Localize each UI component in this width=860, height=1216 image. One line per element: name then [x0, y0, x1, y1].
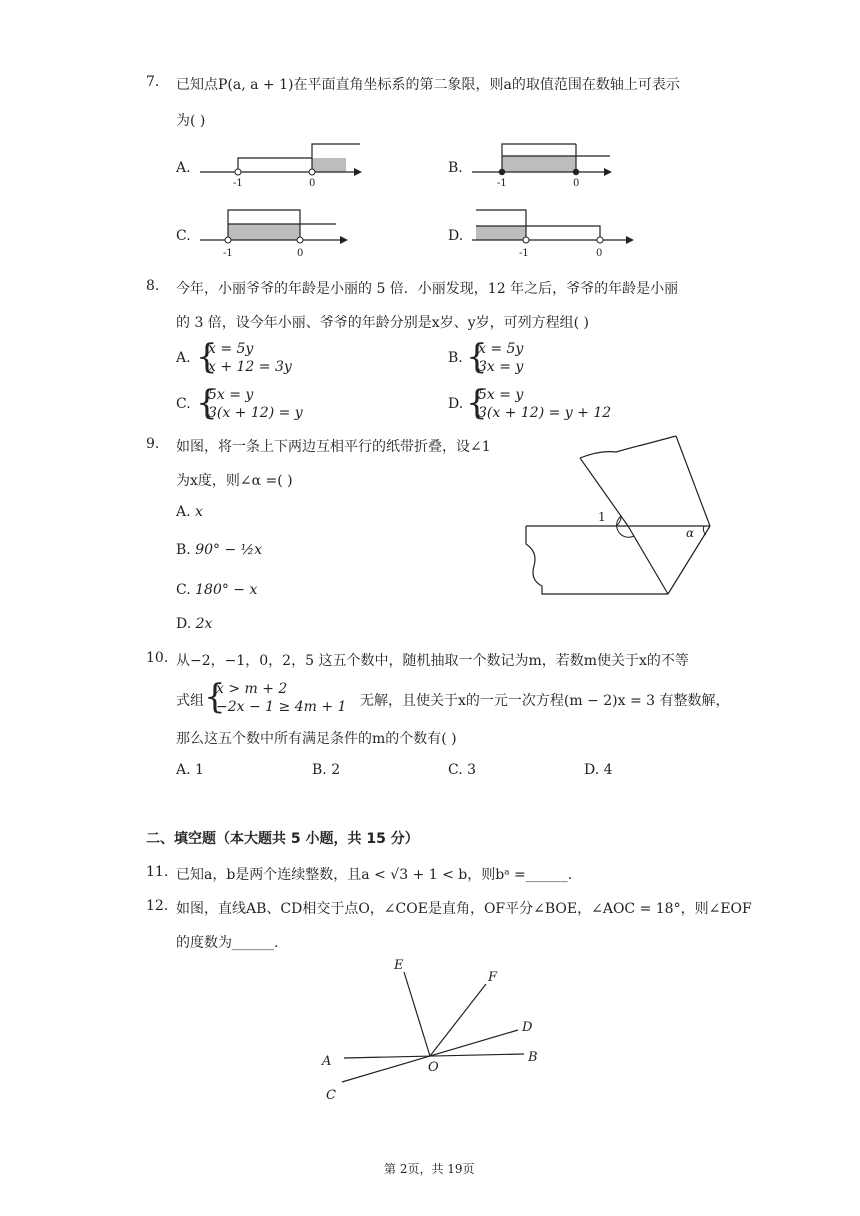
q7-b-tick-0: 0 [573, 178, 580, 189]
q10-stem-line3: 那么这五个数中所有满足条件的m的个数有( ) [176, 731, 457, 747]
q7-option-d-numberline [472, 206, 642, 258]
q8-option-d-label: D. [448, 396, 464, 412]
q8-b-eq1: x = 5y [478, 341, 524, 357]
q8-c-eq2: 3(x + 12) = y [208, 405, 303, 421]
q10-ineq2: −2x − 1 ≥ 4m + 1 [216, 699, 347, 715]
q10-number: 10. [146, 650, 169, 666]
q10-option-d: D. 4 [584, 762, 613, 778]
q7-stem-line2: 为( ) [176, 113, 206, 129]
q12-label-e: E [394, 958, 404, 973]
q10-stem-line1: 从−2，−1，0，2，5 这五个数中，随机抽取一个数记为m，若数m使关于x的不等 [176, 653, 689, 669]
q7-option-a-numberline [200, 140, 370, 192]
q12-stem-line1: 如图，直线AB、CD相交于点O，∠COE是直角，OF平分∠BOE，∠AOC = 18°，则∠EOF [176, 901, 752, 917]
q12-label-b: B [528, 1050, 538, 1065]
q8-option-c-label: C. [176, 396, 191, 412]
brace-icon: { [196, 383, 218, 423]
q7-option-b-label: B. [448, 160, 463, 176]
q9-option-a: A. x [176, 504, 203, 520]
q7-a-tick-0: 0 [309, 178, 316, 189]
q8-b-eq2: 3x = y [478, 359, 524, 375]
q10-option-b: B. 2 [312, 762, 341, 778]
q7-number: 7. [146, 74, 160, 90]
q7-option-a-label: A. [176, 160, 191, 176]
section-heading: 二、填空题（本大题共 5 小题，共 15 分） [146, 831, 419, 847]
q12-label-c: C [326, 1088, 336, 1103]
brace-icon: { [466, 337, 488, 377]
q8-stem-line2: 的 3 倍，设今年小丽、爷爷的年龄分别是x岁、y岁，可列方程组( ) [176, 315, 589, 331]
q8-d-eq2: 3(x + 12) = y + 12 [478, 405, 612, 421]
q7-a-tick-neg1: -1 [233, 178, 243, 189]
q8-d-eq1: 5x = y [478, 387, 524, 403]
q8-option-b-label: B. [448, 350, 463, 366]
q7-b-tick-neg1: -1 [497, 178, 507, 189]
q10-option-a: A. 1 [176, 762, 204, 778]
q9-folded-strip-figure [520, 434, 720, 602]
q9-option-b: B. 90° − ½x [176, 542, 263, 558]
q9-number: 9. [146, 436, 160, 452]
q7-option-c-label: C. [176, 228, 191, 244]
brace-icon: { [204, 677, 226, 717]
q9-option-c: C. 180° − x [176, 582, 258, 598]
page-footer: 第 2页，共 19页 [384, 1162, 475, 1176]
q8-a-eq1: x = 5y [208, 341, 254, 357]
q9-option-d: D. 2x [176, 616, 213, 632]
q12-label-f: F [488, 970, 498, 985]
q8-stem-line1: 今年，小丽爷爷的年龄是小丽的 5 倍．小丽发现，12 年之后，爷爷的年龄是小丽 [176, 281, 679, 297]
q12-label-o: O [428, 1060, 439, 1075]
q12-label-d: D [522, 1020, 533, 1035]
q7-stem-line1: 已知点P(a, a + 1)在平面直角坐标系的第二象限，则a的取值范围在数轴上可表示 [176, 77, 680, 93]
q7-c-tick-0: 0 [297, 248, 304, 259]
q10-option-c: C. 3 [448, 762, 477, 778]
brace-icon: { [196, 337, 218, 377]
q8-number: 8. [146, 278, 160, 294]
q7-c-tick-neg1: -1 [223, 248, 233, 259]
q8-c-eq1: 5x = y [208, 387, 254, 403]
q9-angle1-label: 1 [598, 510, 606, 524]
q11-number: 11. [146, 864, 169, 880]
q10-ineq1: x > m + 2 [216, 681, 288, 697]
q8-a-eq2: x + 12 = 3y [208, 359, 292, 375]
q11-text: 已知a，b是两个连续整数，且a < √3 + 1 < b，则bᵃ =______. [176, 867, 573, 883]
q10-stem-line2-pre: 式组 [176, 693, 204, 709]
q9-stem-line1: 如图，将一条上下两边互相平行的纸带折叠，设∠1 [176, 439, 491, 455]
q12-label-a: A [322, 1054, 332, 1069]
q12-stem-line2: 的度数为______. [176, 935, 279, 951]
q12-number: 12. [146, 898, 169, 914]
q7-d-tick-neg1: -1 [519, 248, 529, 259]
brace-icon: { [466, 383, 488, 423]
q7-d-tick-0: 0 [596, 248, 603, 259]
q8-option-a-label: A. [176, 350, 191, 366]
q9-stem-line2: 为x度，则∠α =( ) [176, 473, 293, 489]
q9-alpha-label: α [686, 526, 695, 540]
q7-option-d-label: D. [448, 228, 464, 244]
q10-stem-line2-post: 无解，且使关于x的一元一次方程(m − 2)x = 3 有整数解， [360, 693, 730, 709]
q12-intersecting-lines-figure [300, 950, 560, 1120]
